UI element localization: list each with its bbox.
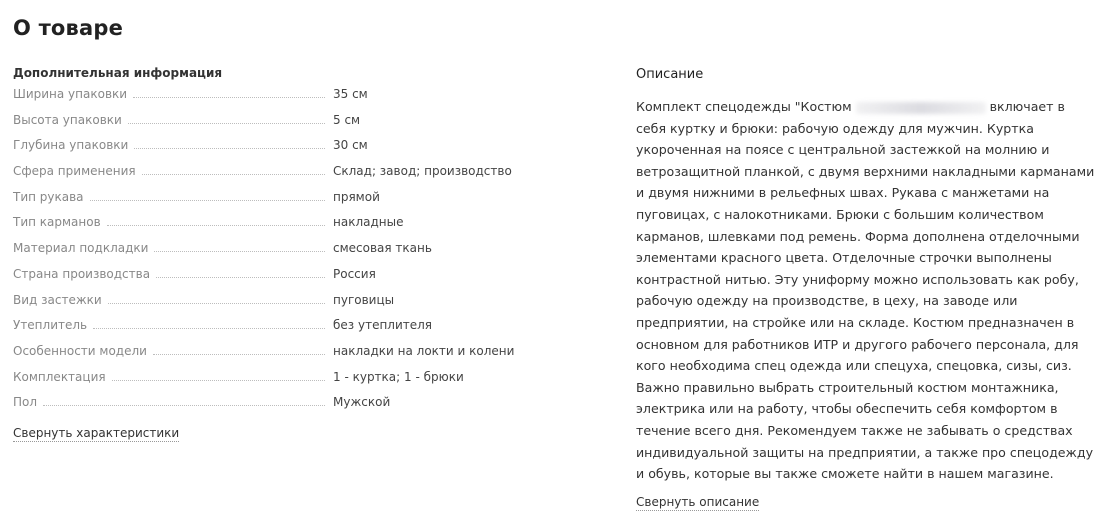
spec-row <box>13 112 523 138</box>
spec-value: без утеплителя <box>333 318 433 333</box>
spec-name: Утеплитель <box>13 318 88 333</box>
spec-leader-dots <box>156 266 325 278</box>
spec-name: Сфера применения <box>13 164 136 179</box>
spec-leader-dots <box>43 394 325 406</box>
spec-name: Высота упаковки <box>13 112 122 127</box>
spec-name-cell <box>13 240 333 256</box>
spec-leader-dots <box>108 292 325 304</box>
spec-name-cell <box>13 266 333 282</box>
spec-name: Вид застежки <box>13 292 102 307</box>
collapse-specs-link[interactable]: Свернуть характеристики <box>13 425 180 440</box>
spec-leader-dots <box>93 317 325 329</box>
spec-row <box>13 214 523 240</box>
spec-value: накладные <box>333 215 404 230</box>
blurred-product-name <box>856 102 986 114</box>
spec-name: Тип рукава <box>13 189 84 204</box>
spec-name-cell <box>13 369 333 385</box>
spec-value: пуговицы <box>333 292 395 307</box>
spec-name-cell <box>13 292 333 308</box>
spec-leader-dots <box>128 112 325 124</box>
spec-value: прямой <box>333 189 380 204</box>
spec-leader-dots <box>112 369 325 381</box>
spec-leader-dots <box>133 86 325 98</box>
page-title: О товаре <box>13 16 124 40</box>
spec-name-cell <box>13 112 333 128</box>
spec-value: 1 - куртка; 1 - брюки <box>333 369 464 384</box>
spec-value: Мужской <box>333 395 391 410</box>
spec-name-cell <box>13 163 333 179</box>
spec-row <box>13 343 523 369</box>
spec-value: 35 см <box>333 87 368 101</box>
spec-name-cell <box>13 317 333 333</box>
collapse-description-link[interactable]: Свернуть описание <box>636 494 760 509</box>
spec-row <box>13 86 523 112</box>
spec-name: Тип карманов <box>13 215 101 230</box>
specs-section-title: Дополнительная информация <box>13 66 223 80</box>
spec-leader-dots <box>90 189 325 201</box>
spec-value: Склад; завод; производство <box>333 164 512 179</box>
spec-name-cell <box>13 394 333 410</box>
spec-leader-dots <box>142 163 325 175</box>
spec-row <box>13 317 523 343</box>
specs-list <box>13 86 523 420</box>
description-section <box>636 66 1098 511</box>
spec-name: Комплектация <box>13 369 106 384</box>
description-title: Описание <box>636 67 704 82</box>
spec-name: Страна производства <box>13 266 151 281</box>
spec-row <box>13 240 523 266</box>
description-text <box>636 96 1098 485</box>
spec-row <box>13 394 523 420</box>
spec-leader-dots <box>134 137 325 149</box>
spec-name: Пол <box>13 395 38 410</box>
spec-row <box>13 137 523 163</box>
spec-name-cell <box>13 214 333 230</box>
spec-name-cell <box>13 343 333 359</box>
spec-name: Материал подкладки <box>13 241 149 256</box>
spec-name: Ширина упаковки <box>13 87 128 101</box>
spec-name-cell <box>13 189 333 205</box>
specs-section <box>13 64 523 442</box>
spec-value: Россия <box>333 266 376 281</box>
spec-row <box>13 266 523 292</box>
spec-row <box>13 292 523 318</box>
spec-leader-dots <box>153 343 325 355</box>
description-text-start: Комплект спецодежды "Костюм <box>636 99 852 114</box>
spec-value: смесовая ткань <box>333 241 432 256</box>
spec-name: Особенности модели <box>13 343 147 358</box>
spec-value: 5 см <box>333 112 361 127</box>
spec-row <box>13 163 523 189</box>
spec-leader-dots <box>154 240 325 252</box>
description-text-rest: включает в себя куртку и брюки: рабочую одежду для мужчин. Куртка укороченная на поясе с центральной застежкой на молнию и ветрозащитной планкой, с двумя верхними накладными карманами и двумя нижними в рельефных швах. Рукава с манжетами на пуговицах, с налокотниками. Брюки с большим количеством карманов, шлевками под ремень. Форма дополнена отделочными элементами красного цвета. Отделочные строчки выполнены контрастной нитью. Эту униформу можно использовать как робу, рабочую одежду на производстве, в цеху, на заводе или предприятии, на стройке или на складе. Костюм предназначен в основном для работников ИТР и другого рабочего персонала, для кого необходима спец одежда или спецуха, спецовка, сизы, сиз. Важно правильно выбрать строительный костюм монтажника, электрика или на работу, чтобы обеспечить себя комфортом в течение всего дня. Рекомендуем также не забывать о средствах индивидуальной защиты на предприятии, а также про спецодежду и обувь, которые вы также сможете найти в нашем магазине. <box>636 99 1095 482</box>
spec-row <box>13 369 523 395</box>
spec-name: Глубина упаковки <box>13 138 129 153</box>
spec-leader-dots <box>107 214 325 226</box>
spec-value: накладки на локти и колени <box>333 343 515 358</box>
spec-row <box>13 189 523 215</box>
spec-name-cell <box>13 137 333 153</box>
spec-value: 30 см <box>333 138 368 153</box>
spec-name-cell <box>13 86 333 102</box>
